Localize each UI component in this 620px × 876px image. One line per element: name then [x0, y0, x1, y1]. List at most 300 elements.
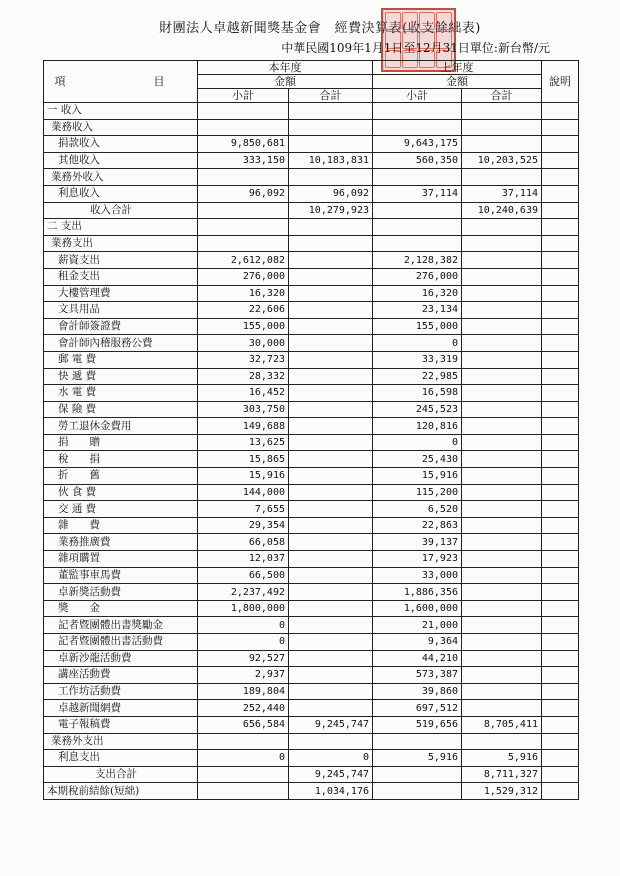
- current-subtotal-cell: 13,625: [198, 434, 289, 451]
- row-label: 稅 捐: [44, 451, 198, 468]
- table-row: [44, 600, 579, 617]
- previous-subtotal-cell: [373, 103, 462, 120]
- previous-total-cell: [462, 318, 542, 335]
- previous-subtotal-cell: [373, 235, 462, 252]
- previous-subtotal-cell: [373, 169, 462, 186]
- row-label: 伙 食 費: [44, 484, 198, 501]
- current-subtotal-cell: [198, 783, 289, 800]
- note-cell: [542, 434, 579, 451]
- previous-total-cell: [462, 418, 542, 435]
- previous-total-cell: [462, 368, 542, 385]
- previous-subtotal-cell: [373, 766, 462, 783]
- row-label: 電子報稿費: [44, 716, 198, 733]
- current-subtotal-cell: 16,320: [198, 285, 289, 302]
- previous-subtotal-cell: 37,114: [373, 185, 462, 202]
- current-subtotal-cell: 66,058: [198, 534, 289, 551]
- current-subtotal-cell: [198, 202, 289, 219]
- previous-subtotal-cell: 9,364: [373, 634, 462, 651]
- table-row: [44, 700, 579, 717]
- previous-subtotal-cell: 519,656: [373, 716, 462, 733]
- table-row: [44, 551, 579, 568]
- previous-total-cell: 5,916: [462, 750, 542, 767]
- row-label: 業務收入: [44, 119, 198, 136]
- row-label: 業務推廣費: [44, 534, 198, 551]
- previous-total-cell: [462, 650, 542, 667]
- current-total-cell: 9,245,747: [289, 766, 373, 783]
- table-row: [44, 136, 579, 153]
- currency-unit: 單位:新台幣/元: [469, 41, 550, 55]
- previous-total-cell: [462, 517, 542, 534]
- previous-total-cell: [462, 683, 542, 700]
- row-label: 利息收入: [44, 185, 198, 202]
- row-label: 雜 費: [44, 517, 198, 534]
- previous-total-cell: [462, 617, 542, 634]
- current-total-cell: [289, 468, 373, 485]
- current-subtotal-cell: [198, 766, 289, 783]
- current-subtotal-cell: 656,584: [198, 716, 289, 733]
- current-subtotal-cell: 303,750: [198, 401, 289, 418]
- current-total-cell: 10,183,831: [289, 152, 373, 169]
- current-total-cell: [289, 567, 373, 584]
- previous-total-cell: 10,203,525: [462, 152, 542, 169]
- current-total-cell: [289, 136, 373, 153]
- current-total-cell: 1,034,176: [289, 783, 373, 800]
- row-label: 業務外支出: [44, 733, 198, 750]
- table-row: [44, 185, 579, 202]
- previous-subtotal-cell: 17,923: [373, 551, 462, 568]
- current-subtotal-cell: 66,500: [198, 567, 289, 584]
- current-total-cell: [289, 584, 373, 601]
- row-label: 工作坊活動費: [44, 683, 198, 700]
- table-row: [44, 434, 579, 451]
- previous-total-cell: [462, 468, 542, 485]
- previous-total-cell: [462, 700, 542, 717]
- current-subtotal-cell: 2,937: [198, 667, 289, 684]
- table-row: [44, 202, 579, 219]
- note-cell: [542, 716, 579, 733]
- row-label: 收入合計: [44, 202, 198, 219]
- previous-total-cell: [462, 285, 542, 302]
- row-label: 獎 金: [44, 600, 198, 617]
- current-subtotal-cell: 16,452: [198, 385, 289, 402]
- current-total-cell: [289, 551, 373, 568]
- current-total-cell: [289, 634, 373, 651]
- table-row: [44, 567, 579, 584]
- note-cell: [542, 600, 579, 617]
- previous-subtotal-cell: 16,320: [373, 285, 462, 302]
- note-cell: [542, 103, 579, 120]
- row-label: 業務支出: [44, 235, 198, 252]
- previous-subtotal-cell: 2,128,382: [373, 252, 462, 269]
- note-cell: [542, 418, 579, 435]
- previous-total-cell: [462, 335, 542, 352]
- row-label: 董監事車馬費: [44, 567, 198, 584]
- row-label: 交 通 費: [44, 501, 198, 518]
- current-total-cell: [289, 235, 373, 252]
- table-row: [44, 235, 579, 252]
- current-subtotal-cell: 0: [198, 750, 289, 767]
- previous-total-cell: [462, 567, 542, 584]
- row-label: 本期稅前結餘(短絀): [44, 783, 198, 800]
- row-label: 卓新獎活動費: [44, 584, 198, 601]
- previous-subtotal-cell: 0: [373, 434, 462, 451]
- previous-subtotal-cell: 39,860: [373, 683, 462, 700]
- current-subtotal-cell: 7,655: [198, 501, 289, 518]
- note-cell: [542, 484, 579, 501]
- column-header-amount-current: 金額: [198, 75, 373, 89]
- row-label: 保 險 費: [44, 401, 198, 418]
- row-label: 記者暨團體出書活動費: [44, 634, 198, 651]
- row-label: 雜項購置: [44, 551, 198, 568]
- table-row: [44, 766, 579, 783]
- previous-total-cell: [462, 169, 542, 186]
- current-subtotal-cell: 30,000: [198, 335, 289, 352]
- current-total-cell: 9,245,747: [289, 716, 373, 733]
- current-total-cell: [289, 501, 373, 518]
- table-row: [44, 716, 579, 733]
- previous-subtotal-cell: 155,000: [373, 318, 462, 335]
- table-row: [44, 584, 579, 601]
- previous-subtotal-cell: 245,523: [373, 401, 462, 418]
- note-cell: [542, 700, 579, 717]
- current-subtotal-cell: 333,150: [198, 152, 289, 169]
- table-row: [44, 634, 579, 651]
- previous-total-cell: [462, 219, 542, 236]
- current-subtotal-cell: [198, 169, 289, 186]
- row-label: 會計師內稽服務公費: [44, 335, 198, 352]
- row-label: 快 遞 費: [44, 368, 198, 385]
- current-total-cell: [289, 285, 373, 302]
- previous-total-cell: [462, 401, 542, 418]
- note-cell: [542, 567, 579, 584]
- row-label: 大樓管理費: [44, 285, 198, 302]
- previous-total-cell: [462, 634, 542, 651]
- current-subtotal-cell: 2,612,082: [198, 252, 289, 269]
- current-subtotal-cell: 2,237,492: [198, 584, 289, 601]
- current-subtotal-cell: 32,723: [198, 351, 289, 368]
- previous-total-cell: [462, 136, 542, 153]
- table-row: [44, 169, 579, 186]
- current-total-cell: [289, 401, 373, 418]
- current-subtotal-cell: 149,688: [198, 418, 289, 435]
- note-cell: [542, 617, 579, 634]
- current-total-cell: 96,092: [289, 185, 373, 202]
- column-header-amount-previous: 金額: [373, 75, 542, 89]
- current-total-cell: [289, 534, 373, 551]
- table-row: [44, 484, 579, 501]
- table-body: [44, 103, 579, 800]
- note-cell: [542, 584, 579, 601]
- current-subtotal-cell: 29,354: [198, 517, 289, 534]
- note-cell: [542, 733, 579, 750]
- current-subtotal-cell: 1,800,000: [198, 600, 289, 617]
- current-total-cell: [289, 268, 373, 285]
- previous-total-cell: [462, 667, 542, 684]
- table-row: [44, 750, 579, 767]
- current-total-cell: [289, 119, 373, 136]
- previous-subtotal-cell: 6,520: [373, 501, 462, 518]
- previous-total-cell: [462, 733, 542, 750]
- note-cell: [542, 235, 579, 252]
- current-total-cell: [289, 484, 373, 501]
- note-cell: [542, 501, 579, 518]
- previous-subtotal-cell: 5,916: [373, 750, 462, 767]
- row-label: 折 舊: [44, 468, 198, 485]
- current-total-cell: [289, 683, 373, 700]
- current-total-cell: [289, 219, 373, 236]
- note-cell: [542, 219, 579, 236]
- row-label: 一 收入: [44, 103, 198, 120]
- previous-subtotal-cell: 560,350: [373, 152, 462, 169]
- row-label: 卓新沙龍活動費: [44, 650, 198, 667]
- previous-subtotal-cell: 33,319: [373, 351, 462, 368]
- note-cell: [542, 551, 579, 568]
- row-label: 捐 贈: [44, 434, 198, 451]
- current-total-cell: [289, 600, 373, 617]
- current-subtotal-cell: 15,865: [198, 451, 289, 468]
- previous-total-cell: [462, 235, 542, 252]
- previous-total-cell: [462, 119, 542, 136]
- current-subtotal-cell: 15,916: [198, 468, 289, 485]
- current-subtotal-cell: 189,804: [198, 683, 289, 700]
- table-row: [44, 451, 579, 468]
- row-label: 其他收入: [44, 152, 198, 169]
- table-row: [44, 683, 579, 700]
- previous-total-cell: [462, 501, 542, 518]
- previous-total-cell: 10,240,639: [462, 202, 542, 219]
- note-cell: [542, 451, 579, 468]
- previous-total-cell: [462, 484, 542, 501]
- note-cell: [542, 351, 579, 368]
- document-title: 財團法人卓越新聞獎基金會 經費決算表(收支餘絀表): [159, 21, 481, 36]
- previous-total-cell: [462, 268, 542, 285]
- table-row: [44, 368, 579, 385]
- previous-total-cell: [462, 434, 542, 451]
- table-row: [44, 152, 579, 169]
- table-row: [44, 534, 579, 551]
- current-total-cell: [289, 733, 373, 750]
- current-total-cell: [289, 418, 373, 435]
- current-subtotal-cell: 12,037: [198, 551, 289, 568]
- column-header-previous-year: 上年度: [373, 61, 542, 75]
- note-cell: [542, 766, 579, 783]
- current-total-cell: [289, 351, 373, 368]
- current-subtotal-cell: 9,850,681: [198, 136, 289, 153]
- current-total-cell: 0: [289, 750, 373, 767]
- current-subtotal-cell: 144,000: [198, 484, 289, 501]
- note-cell: [542, 468, 579, 485]
- previous-subtotal-cell: 25,430: [373, 451, 462, 468]
- table-row: [44, 302, 579, 319]
- current-subtotal-cell: 0: [198, 634, 289, 651]
- current-subtotal-cell: [198, 733, 289, 750]
- note-cell: [542, 318, 579, 335]
- table-row: [44, 385, 579, 402]
- table-row: [44, 335, 579, 352]
- current-total-cell: [289, 700, 373, 717]
- current-total-cell: [289, 451, 373, 468]
- previous-subtotal-cell: 33,000: [373, 567, 462, 584]
- row-label: 二 支出: [44, 219, 198, 236]
- current-total-cell: [289, 385, 373, 402]
- note-cell: [542, 783, 579, 800]
- previous-total-cell: 1,529,312: [462, 783, 542, 800]
- row-label: 文具用品: [44, 302, 198, 319]
- note-cell: [542, 152, 579, 169]
- previous-total-cell: [462, 551, 542, 568]
- row-label: 業務外收入: [44, 169, 198, 186]
- previous-total-cell: 8,711,327: [462, 766, 542, 783]
- row-label: 捐款收入: [44, 136, 198, 153]
- note-cell: [542, 534, 579, 551]
- table-row: [44, 119, 579, 136]
- note-cell: [542, 335, 579, 352]
- previous-subtotal-cell: [373, 733, 462, 750]
- current-subtotal-cell: [198, 119, 289, 136]
- table-row: [44, 468, 579, 485]
- current-subtotal-cell: 22,606: [198, 302, 289, 319]
- note-cell: [542, 650, 579, 667]
- previous-subtotal-cell: 276,000: [373, 268, 462, 285]
- note-cell: [542, 252, 579, 269]
- previous-subtotal-cell: 16,598: [373, 385, 462, 402]
- previous-subtotal-cell: 0: [373, 335, 462, 352]
- budget-statement-table: [43, 60, 579, 800]
- note-cell: [542, 268, 579, 285]
- current-total-cell: 10,279,923: [289, 202, 373, 219]
- row-label: 租金支出: [44, 268, 198, 285]
- current-subtotal-cell: 276,000: [198, 268, 289, 285]
- note-cell: [542, 517, 579, 534]
- table-row: [44, 667, 579, 684]
- previous-total-cell: [462, 302, 542, 319]
- column-header-total-previous: 合計: [462, 89, 542, 103]
- note-cell: [542, 368, 579, 385]
- note-cell: [542, 683, 579, 700]
- row-label: 利息支出: [44, 750, 198, 767]
- reporting-period: 中華民國109年1月1日至12月31日: [281, 41, 470, 55]
- current-total-cell: [289, 169, 373, 186]
- current-subtotal-cell: 155,000: [198, 318, 289, 335]
- period-and-unit-line: [180, 39, 550, 56]
- previous-subtotal-cell: 1,600,000: [373, 600, 462, 617]
- current-total-cell: [289, 517, 373, 534]
- note-cell: [542, 119, 579, 136]
- previous-subtotal-cell: 44,210: [373, 650, 462, 667]
- current-total-cell: [289, 667, 373, 684]
- current-total-cell: [289, 617, 373, 634]
- current-total-cell: [289, 302, 373, 319]
- current-subtotal-cell: [198, 219, 289, 236]
- table-row: [44, 517, 579, 534]
- current-total-cell: [289, 103, 373, 120]
- table-row: [44, 103, 579, 120]
- row-label: 郵 電 費: [44, 351, 198, 368]
- column-header-subtotal-previous: 小計: [373, 89, 462, 103]
- current-subtotal-cell: 0: [198, 617, 289, 634]
- table-row: [44, 617, 579, 634]
- previous-total-cell: [462, 252, 542, 269]
- column-header-total-current: 合計: [289, 89, 373, 103]
- row-label: 支出合計: [44, 766, 198, 783]
- current-total-cell: [289, 368, 373, 385]
- table-row: [44, 650, 579, 667]
- header-row-1: [44, 61, 579, 75]
- row-label: 會計師簽證費: [44, 318, 198, 335]
- previous-total-cell: [462, 103, 542, 120]
- row-label: 勞工退休金費用: [44, 418, 198, 435]
- previous-subtotal-cell: 22,863: [373, 517, 462, 534]
- previous-subtotal-cell: [373, 119, 462, 136]
- current-subtotal-cell: 252,440: [198, 700, 289, 717]
- column-header-current-year: 本年度: [198, 61, 373, 75]
- previous-subtotal-cell: 15,916: [373, 468, 462, 485]
- note-cell: [542, 302, 579, 319]
- previous-total-cell: [462, 534, 542, 551]
- previous-subtotal-cell: 23,134: [373, 302, 462, 319]
- current-total-cell: [289, 252, 373, 269]
- current-total-cell: [289, 318, 373, 335]
- note-cell: [542, 185, 579, 202]
- row-label: 講座活動費: [44, 667, 198, 684]
- note-cell: [542, 385, 579, 402]
- previous-total-cell: [462, 451, 542, 468]
- row-label: 記者暨團體出書獎勵金: [44, 617, 198, 634]
- previous-subtotal-cell: [373, 783, 462, 800]
- table-row: [44, 501, 579, 518]
- table-row: [44, 285, 579, 302]
- note-cell: [542, 202, 579, 219]
- previous-subtotal-cell: 9,643,175: [373, 136, 462, 153]
- previous-total-cell: [462, 351, 542, 368]
- note-cell: [542, 667, 579, 684]
- previous-subtotal-cell: 573,387: [373, 667, 462, 684]
- current-subtotal-cell: [198, 235, 289, 252]
- column-header-subtotal-current: 小計: [198, 89, 289, 103]
- previous-total-cell: [462, 600, 542, 617]
- table-row: [44, 783, 579, 800]
- table-row: [44, 418, 579, 435]
- row-label: 水 電 費: [44, 385, 198, 402]
- previous-subtotal-cell: 120,816: [373, 418, 462, 435]
- row-label: 卓越新聞網費: [44, 700, 198, 717]
- previous-subtotal-cell: [373, 219, 462, 236]
- current-subtotal-cell: [198, 103, 289, 120]
- table-row: [44, 252, 579, 269]
- current-subtotal-cell: 92,527: [198, 650, 289, 667]
- previous-subtotal-cell: 21,000: [373, 617, 462, 634]
- current-subtotal-cell: 96,092: [198, 185, 289, 202]
- previous-total-cell: [462, 385, 542, 402]
- previous-total-cell: 37,114: [462, 185, 542, 202]
- row-label: 薪資支出: [44, 252, 198, 269]
- current-total-cell: [289, 650, 373, 667]
- previous-subtotal-cell: [373, 202, 462, 219]
- table-row: [44, 318, 579, 335]
- current-total-cell: [289, 335, 373, 352]
- table-row: [44, 401, 579, 418]
- current-total-cell: [289, 434, 373, 451]
- table-row: [44, 268, 579, 285]
- column-header-note: 說明: [542, 61, 579, 103]
- note-cell: [542, 634, 579, 651]
- table-row: [44, 351, 579, 368]
- table-row: [44, 733, 579, 750]
- previous-subtotal-cell: 115,200: [373, 484, 462, 501]
- column-header-item: 項 目: [44, 61, 198, 103]
- previous-total-cell: 8,705,411: [462, 716, 542, 733]
- previous-subtotal-cell: 39,137: [373, 534, 462, 551]
